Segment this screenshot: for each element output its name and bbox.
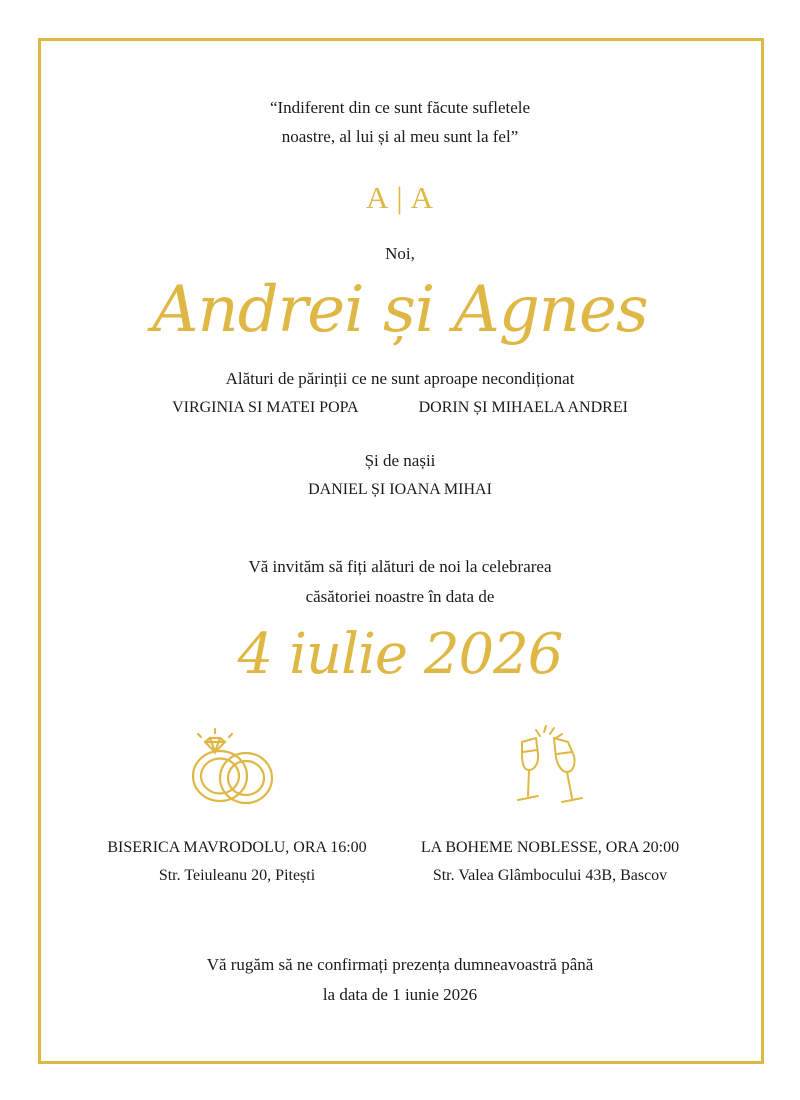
parents-names [0,399,800,417]
godparents-names: DANIEL ȘI IOANA MIHAI [308,481,492,498]
venue-reception-address: Str. Valea Glâmbocului 43B, Bascov [432,867,668,884]
quote-line-1: “Indiferent din ce sunt făcute sufletele [269,98,531,117]
invitation-text [0,552,800,612]
champagne-glasses-icon [512,724,588,810]
venue-ceremony-title: BISERICA MAVRODOLU, ORA 16:00 [107,839,367,856]
parents-intro: Alături de părinții ce ne sunt aproape necondiționat [225,369,575,388]
venue-reception-title: LA BOHEME NOBLESSE, ORA 20:00 [420,839,680,856]
rsvp-line-2: la data de 1 iunie 2026 [322,985,478,1004]
godparents-intro: Și de nașii [364,451,436,470]
rsvp-text [0,950,800,1010]
parents-right: DORIN ȘI MIHAELA ANDREI [418,399,628,416]
couple-names: Andrei și Agnes [152,273,648,347]
invitation-line-2: căsătoriei noastre în data de [305,587,495,606]
wedding-rings-icon [188,726,276,810]
opening-quote [0,93,800,151]
monogram: A | A [365,180,435,215]
venue-ceremony [77,836,397,888]
invitation-line-1: Vă invităm să fiți alături de noi la celebrarea [248,557,552,576]
venue-ceremony-address: Str. Teiuleanu 20, Pitești [158,867,316,884]
parents-left: VIRGINIA SI MATEI POPA [172,399,359,416]
rsvp-line-1: Vă rugăm să ne confirmați prezența dumneavoastră până [206,955,594,974]
venue-reception [390,836,710,888]
wedding-date: 4 iulie 2026 [237,622,563,687]
quote-line-2: noastre, al lui și al meu sunt la fel” [281,127,519,146]
intro-text: Noi, [385,244,415,263]
